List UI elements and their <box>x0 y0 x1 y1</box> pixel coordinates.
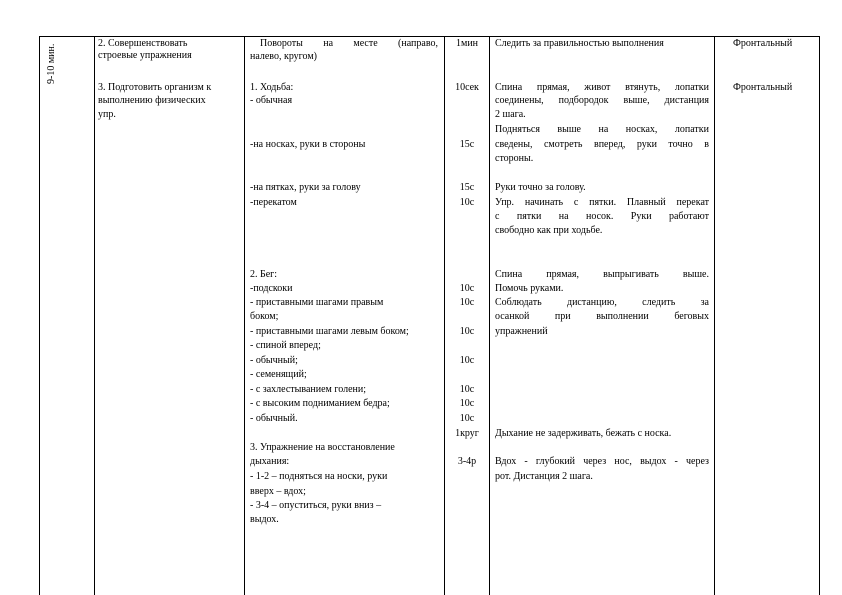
note-roll-line-2: с пятки на носок. Руки работают <box>495 211 709 222</box>
run-item-8: - с захлестыванием голени; <box>250 384 366 395</box>
column-border-2 <box>94 36 95 595</box>
run-item-6: - обычный; <box>250 355 298 366</box>
walk-heels: -на пятках, руки за голову <box>250 182 361 193</box>
run-item-3: боком; <box>250 311 279 322</box>
column-border-1 <box>39 36 40 595</box>
dose-run-2: 10с <box>459 297 475 308</box>
run-item-10: - обычный. <box>250 413 298 424</box>
note-turns: Следить за правильностью выполнения <box>495 38 664 49</box>
note-run2-line-1: Соблюдать дистанцию, следить за <box>495 297 709 308</box>
dose-run-5: 10с <box>459 384 475 395</box>
dose-run-1: 10с <box>459 283 475 294</box>
dose-turns: 1мин <box>455 38 479 49</box>
note-run3: Дыхание не задерживать, бежать с носка. <box>495 428 672 439</box>
breath-line-5: - 3-4 – опуститься, руки вниз – <box>250 500 382 511</box>
note-toes-line-3: стороны. <box>495 153 534 164</box>
note-walk-line-2: соединены, подбородок выше, дистанция <box>495 95 709 106</box>
note-heels: Руки точно за голову. <box>495 182 586 193</box>
stage-duration: 9-10 мин. <box>46 43 57 84</box>
task-2-line-2: выполнению физических <box>98 95 206 106</box>
dose-roll: 10с <box>459 197 475 208</box>
note-toes-line-2: сведены, смотреть вперед, руки точно в <box>495 139 709 150</box>
note-walk-line-3: 2 шага. <box>495 109 526 120</box>
column-border-5 <box>489 36 490 595</box>
run-title: 2. Бег: <box>250 269 278 280</box>
dose-heels: 15с <box>459 182 475 193</box>
note-roll-line-3: свободно как при ходьбе. <box>495 225 603 236</box>
dose-run-6: 10с <box>459 398 475 409</box>
note-roll-line-1: Упр. начинать с пятки. Плавный перекат <box>495 197 709 208</box>
walk-title: 1. Ходьба: <box>250 82 294 93</box>
note-run1-line-2: Помочь руками. <box>495 283 564 294</box>
run-item-1: -подскоки <box>250 283 293 294</box>
task-2-line-1: 3. Подготовить организм к <box>98 82 212 93</box>
walk-roll: -перекатом <box>250 197 297 208</box>
dose-run-8: 1круг <box>455 428 479 439</box>
run-item-9: - с высоким подниманием бедра; <box>250 398 390 409</box>
note-breath-line-2: рот. Дистанция 2 шага. <box>495 471 593 482</box>
run-item-4: - приставными шагами левым боком; <box>250 326 409 337</box>
breath-line-1: 3. Упражнение на восстановление <box>250 442 395 453</box>
task-1-line-2: строевые упражнения <box>98 50 192 61</box>
dose-run-7: 10с <box>459 413 475 424</box>
form-frontal-2: Фронтальный <box>733 82 793 93</box>
breath-line-3: - 1-2 – подняться на носки, руки <box>250 471 388 482</box>
note-walk-line-1: Спина прямая, живот втянуть, лопатки <box>495 82 709 93</box>
run-item-5: - спиной вперед; <box>250 340 321 351</box>
breath-line-2: дыхания: <box>250 456 290 467</box>
run-item-7: - семенящий; <box>250 369 307 380</box>
task-1-line-1: 2. Совершенствовать <box>98 38 188 49</box>
turns-line-1: Повороты на месте (направо, <box>260 38 438 49</box>
breath-line-6: выдох. <box>250 514 279 525</box>
dose-walk: 10сек <box>455 82 479 93</box>
column-border-6 <box>714 36 715 595</box>
form-frontal-1: Фронтальный <box>733 38 793 49</box>
dose-breath: 3-4р <box>457 456 477 467</box>
dose-run-3: 10с <box>459 326 475 337</box>
column-border-4 <box>444 36 445 595</box>
dose-run-4: 10с <box>459 355 475 366</box>
walk-usual: - обычная <box>250 95 293 106</box>
table-top-border <box>39 36 819 37</box>
run-item-2: - приставными шагами правым <box>250 297 384 308</box>
column-border-7 <box>819 36 820 595</box>
breath-line-4: вверх – вдох; <box>250 486 306 497</box>
note-toes-line-1: Подняться выше на носках, лопатки <box>495 124 709 135</box>
task-2-line-3: упр. <box>98 109 116 120</box>
note-breath-line-1: Вдох - глубокий через нос, выдох - через <box>495 456 709 467</box>
column-border-3 <box>244 36 245 595</box>
dose-toes: 15с <box>459 139 475 150</box>
note-run2-line-3: упражнений <box>495 326 548 337</box>
walk-toes: -на носках, руки в стороны <box>250 139 366 150</box>
note-run1-line-1: Спина прямая, выпрыгивать выше. <box>495 269 709 280</box>
turns-line-2: налево, кругом) <box>250 51 318 62</box>
note-run2-line-2: осанкой при выполнении беговых <box>495 311 709 322</box>
